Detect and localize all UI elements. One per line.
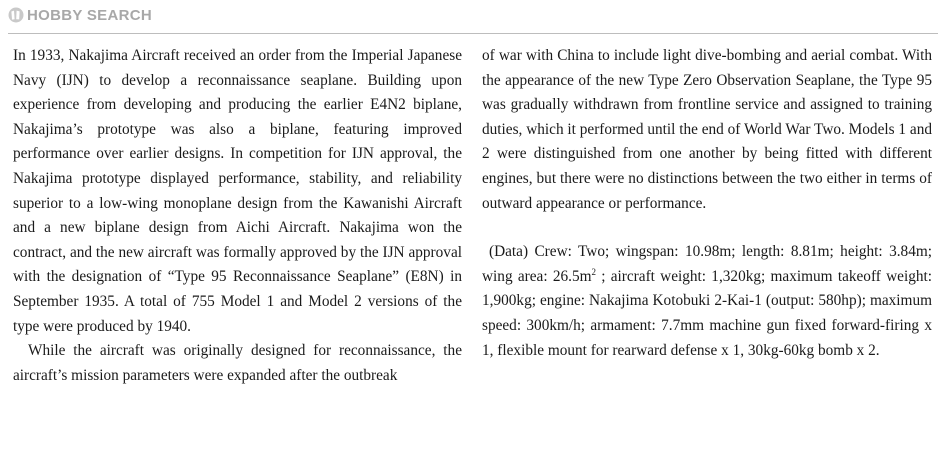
article-paragraph: While the aircraft was originally designed for reconnaissance, the aircraft’s mission parameters were expanded after the outbreak — [13, 342, 462, 384]
spec-superscript: 2 — [591, 266, 596, 277]
hobby-search-logo-icon — [8, 7, 24, 23]
spec-text-part: (Data) Crew: Two; wingspan: 10.98m; length: 8.81m; height: 3.84m; wing area: 26.5m — [482, 243, 932, 285]
hobby-search-logo — [8, 5, 152, 25]
header-divider — [8, 33, 938, 34]
article-paragraph: In 1933, Nakajima Aircraft received an order from the Imperial Japanese Navy (IJN) to develop a reconnaissance seaplane. Building upon experience from developing and producing the earlier E4N2 biplane, Nakajima’s prototype was also a biplane, featuring improved performance over earlier designs. In competition for IJN approval, the Nakajima prototype displayed performance, stability, and reliability superior to a low-wing monoplane design from the Kawanishi Aircraft and a new biplane design from Aichi Aircraft. Nakajima won the contract, and the new aircraft was formally approved by the IJN approval with the designation of “Type 95 Reconnaissance Seaplane” (E8N) in September 1935. A total of 755 Model 1 and Model 2 versions of the type were produced by 1940. — [13, 47, 462, 335]
article-left-column — [13, 44, 462, 388]
article-right-column — [482, 44, 932, 363]
logo-text: HOBBY SEARCH — [27, 6, 153, 24]
paragraph-spacer — [482, 216, 932, 240]
spec-text-part: ; aircraft weight: 1,320kg; maximum takeoff weight: 1,900kg; engine: Nakajima Kotobuki 2-Kai-1 (output: 580hp); maximum speed: 300km/h; armament: 7.7mm machine gun fixed forward-firing x 1, flexible mount for rearward defense x 1, 30kg-60kg bomb x 2. — [482, 267, 932, 359]
article-paragraph: of war with China to include light dive-bombing and aerial combat. With the appearance of the new Type Zero Observation Seaplane, the Type 95 was gradually withdrawn from frontline service and assigned to training duties, which it performed until the end of World War Two. Models 1 and 2 were distinguished from one another by being fitted with different engines, but there were no distinctions between the two either in terms of outward appearance or performance. — [482, 47, 932, 212]
specification-paragraph — [482, 240, 932, 363]
